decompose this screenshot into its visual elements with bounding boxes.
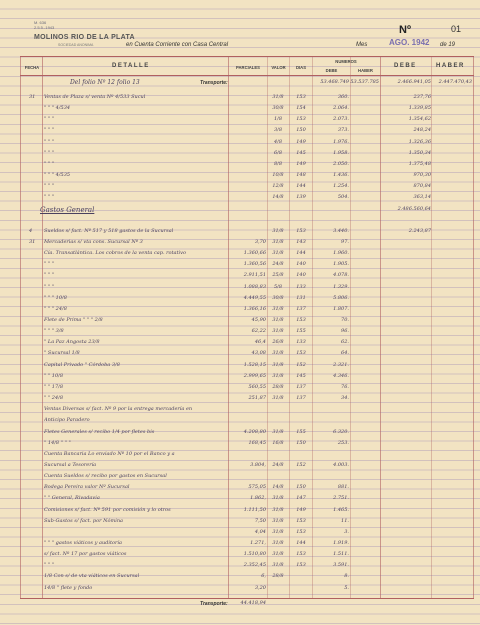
cell-dias: 137 (296, 383, 306, 390)
cell-dias: 153 (296, 562, 306, 569)
transporte-top-row (0, 79, 480, 88)
table-row (0, 127, 480, 136)
transporte-top-haber: 2.447.470,43 (438, 79, 472, 85)
cell-fecha: 31/8 (272, 94, 284, 100)
month-stamp: AGO. 1942 (389, 38, 430, 47)
column-rule (42, 56, 43, 598)
cell-dias: 137 (296, 305, 306, 312)
cell-detail: " " " gastos viáticos y auditoría (44, 540, 122, 546)
number-value: 01 (451, 24, 462, 34)
cell-day: 31 (29, 238, 36, 245)
cell-parc: 1.366,16 (243, 305, 266, 312)
col-valor: VALOR (271, 65, 286, 70)
cell-dias: 144 (296, 183, 306, 190)
cell-fecha: 3/8 (273, 127, 283, 134)
header-top-rule (20, 56, 474, 57)
table-row (0, 250, 480, 259)
col-numeros: NUMEROS (335, 59, 357, 64)
cell-n1: 253. (337, 439, 349, 446)
cell-fecha: 31/8 (272, 562, 284, 569)
table-row (0, 417, 480, 426)
cell-parc: 2.911,51 (243, 272, 266, 279)
cell-fecha: 30/8 (272, 294, 284, 301)
cell-parc: 6, (261, 573, 266, 580)
table-row (0, 139, 480, 148)
cell-parc: 1.088,83 (243, 283, 266, 290)
cell-fecha: 31/8 (272, 305, 284, 312)
cell-parc: 4.208,80 (243, 428, 266, 435)
table-row (0, 518, 480, 527)
cell-dias: 150 (296, 484, 306, 491)
cell-fecha: 14/8 (272, 484, 284, 491)
cell-detail: Ventas Diversas s/ fact. Nº 9 por la entrega mercadería en (44, 406, 193, 413)
cell-detail: " " " (44, 272, 55, 279)
col-parciales: PARCIALES (236, 65, 260, 70)
cell-parc: 1.528,15 (243, 361, 266, 368)
cell-dias: 148 (296, 172, 306, 179)
cell-detail: Flete de Prima " " " 2/8 (44, 317, 103, 323)
cell-fecha: 30/8 (272, 105, 284, 112)
cell-fecha: 28/8 (272, 383, 284, 390)
table-row (0, 161, 480, 170)
column-rule (312, 56, 313, 598)
table-row (0, 239, 480, 248)
cell-fecha: 31/8 (272, 250, 284, 257)
cell-parc: 2.352,45 (243, 562, 266, 569)
cell-detail: Sub-Gastos s/ fact. por Nómina (44, 517, 124, 524)
cell-n1: 1.807. (333, 305, 349, 312)
cell-dias: 152 (296, 461, 306, 468)
table-row (0, 495, 480, 504)
table-row (0, 284, 480, 293)
cell-debe: 1.350,34 (408, 149, 431, 156)
cell-fecha: 31/8 (272, 317, 284, 323)
form-code-1: M. 636 (34, 20, 47, 25)
cell-detail: Cuenta Sueldos s/ recibo por gastos en Sucursal (44, 473, 167, 480)
cell-detail: " " " 3/8 (44, 328, 64, 335)
company-name: MOLINOS RIO DE LA PLATA (34, 34, 135, 41)
table-row (0, 440, 480, 449)
transporte-bottom-parc: 44.418,94 (240, 600, 266, 606)
cell-n1: 4.003. (333, 461, 349, 468)
table-row (0, 116, 480, 125)
column-rule (20, 56, 21, 598)
table-row (0, 228, 480, 237)
cell-detail: " " " (44, 261, 55, 268)
cell-dias: 133 (296, 283, 306, 290)
cell-fecha: 31/8 (272, 506, 284, 513)
cell-parc: 7,50 (254, 517, 266, 524)
cell-n1: 1.329. (333, 283, 349, 290)
table-row (0, 183, 480, 192)
cell-fecha: 31/8 (272, 528, 284, 535)
transporte-top-n1: 53.468.749 (320, 79, 349, 85)
cell-parc: 1.271, (250, 540, 266, 546)
column-rule (350, 56, 351, 598)
cell-dias: 149 (296, 160, 306, 167)
cell-n1: 4.346. (333, 372, 349, 379)
cell-debe: 970,30 (413, 172, 431, 179)
cell-n1: 5. (344, 584, 349, 591)
cell-dias: 144 (296, 540, 306, 546)
col-dias: DIAS (295, 65, 306, 70)
cell-dias: 145 (296, 149, 306, 156)
header-bottom-rule (20, 75, 474, 76)
cell-n1: 2.321. (333, 361, 349, 368)
cell-parc: 3,20 (254, 584, 266, 591)
cell-fecha: 31/8 (272, 328, 284, 335)
cell-debe: 2.243,87 (408, 227, 431, 234)
cell-n1: 2.064. (333, 105, 349, 112)
cell-detail: " " " (44, 116, 55, 123)
cell-debe: 870,84 (413, 183, 431, 190)
cell-n1: 97. (341, 238, 349, 245)
table-row (0, 295, 480, 304)
cell-debe: 363,14 (413, 194, 431, 201)
cell-detail: " " " (44, 160, 55, 167)
cell-parc: 1.111,50 (243, 506, 266, 513)
cell-detail: Capital Privado " Córdoba 3/8 (44, 361, 120, 368)
table-row (0, 540, 480, 549)
cell-n1: 1.905. (333, 261, 349, 268)
cell-n1: 360. (337, 94, 349, 100)
cell-n1: 2.751. (333, 495, 349, 502)
transporte-top-detail: Del folio Nº 12 folio 13 (70, 79, 140, 86)
cell-fecha: 31/8 (272, 551, 284, 558)
transporte-top-debe: 2.466.941,05 (397, 79, 431, 85)
transporte-top-n2: 53.537.785 (350, 79, 379, 85)
account-title: en Cuenta Corriente con Casa Central (126, 42, 229, 48)
cell-detail: " " " (44, 183, 55, 190)
col-detalle: DETALLE (112, 63, 150, 69)
cell-parc: 3.804, (250, 461, 266, 468)
cell-detail: " " " 4/535 (44, 172, 71, 179)
cell-debe: 2.486.560,64 (397, 205, 431, 212)
cell-n1: 96. (341, 328, 349, 335)
cell-fecha: 16/8 (272, 439, 284, 446)
cell-fecha: 24/8 (272, 461, 284, 468)
cell-dias: 153 (296, 317, 306, 323)
cell-n1: 6.320. (333, 428, 349, 435)
table-row (0, 339, 480, 348)
table-row (0, 362, 480, 371)
cell-n1: 3.440. (333, 227, 349, 234)
table-row (0, 406, 480, 415)
cell-detail: 14/8 " flete y fondo (44, 584, 93, 591)
cell-parc: 4.449,55 (243, 294, 266, 301)
cell-debe: 248,24 (413, 127, 431, 134)
cell-fecha: 25/8 (272, 272, 284, 279)
cell-fecha: 12/8 (272, 183, 284, 190)
cell-day: 4 (29, 227, 33, 234)
cell-day: 31 (29, 94, 36, 100)
cell-fecha: 26/8 (272, 339, 284, 346)
cell-fecha: 1/8 (273, 116, 283, 123)
cell-debe: 237,76 (413, 94, 431, 100)
cell-fecha: 31/8 (272, 238, 284, 245)
cell-detail: " " 17/8 (44, 383, 64, 390)
footer-rule (20, 598, 474, 599)
cell-fecha: 6/8 (273, 149, 283, 156)
cell-debe: 1.339,85 (408, 105, 431, 112)
cell-detail: Sucursal a Tesorería (44, 461, 97, 468)
cell-dias: 153 (296, 551, 306, 558)
cell-detail: " La Paz Angosta 23/8 (44, 339, 100, 346)
cell-dias: 153 (296, 350, 306, 357)
cell-fecha: 31/8 (272, 428, 284, 435)
cell-parc: 560,55 (248, 383, 266, 390)
table-row (0, 272, 480, 281)
cell-n1: 5.806. (333, 294, 349, 301)
cell-detail: " " " 4/534 (44, 105, 71, 112)
table-row (0, 529, 480, 538)
column-rule (380, 56, 381, 598)
cell-n1: 881. (337, 484, 349, 491)
cell-detail: Cuenta Bancaria Lo enviado Nº 10 por el Banco y a (44, 450, 175, 457)
cell-detail: " " 24/8 (44, 395, 64, 402)
col-fecha: FECHA (24, 65, 40, 70)
cell-debe: 1.375,48 (408, 160, 431, 167)
cell-dias: 144 (296, 250, 306, 257)
cell-fecha: 31/8 (272, 540, 284, 546)
column-rule (267, 56, 268, 598)
cell-dias: 154 (296, 105, 306, 112)
cell-detail: " " " (44, 149, 55, 156)
cell-detail: " " " 24/8 (44, 305, 67, 312)
cell-fecha: 14/8 (272, 194, 284, 201)
cell-detail: 1/8 Con s/ de vta viáticos en Sucursal (44, 573, 140, 580)
cell-dias: 153 (296, 517, 306, 524)
table-row (0, 551, 480, 560)
col-debe: DEBE (394, 63, 417, 69)
cell-detail: Mercaderias s/ vta cons. Sucursal Nº 3 (44, 238, 143, 245)
cell-dias: 150 (296, 439, 306, 446)
cell-detail: s/ fact. Nº 17 por gastos viáticos (44, 551, 127, 558)
cell-detail: " " " (44, 194, 55, 201)
cell-dias: 147 (296, 495, 306, 502)
cell-detail: Comisiones s/ fact. Nº 591 por comisión y lo otros (44, 506, 171, 513)
cell-parc: 46,4 (254, 339, 266, 346)
cell-detail: " " " 10/8 (44, 294, 67, 301)
form-code-2: 2.5.5.-1943 (34, 25, 55, 30)
cell-dias: 153 (296, 227, 306, 234)
cell-n1: 2.050. (333, 160, 349, 167)
cell-dias: 137 (296, 395, 306, 402)
cell-parc: 43,08 (251, 350, 266, 357)
cell-parc: 2.999,65 (243, 372, 266, 379)
table-row (0, 150, 480, 159)
cell-n1: 2.073. (333, 116, 349, 123)
cell-detail: " " " (44, 127, 55, 134)
cell-dias: 133 (296, 339, 306, 346)
table-row (0, 194, 480, 203)
cell-fecha: 8/8 (273, 160, 283, 167)
table-row (0, 350, 480, 359)
table-row (0, 217, 480, 226)
table-row (0, 462, 480, 471)
cell-dias: 153 (296, 528, 306, 535)
table-row (0, 261, 480, 270)
cell-dias: 152 (296, 361, 306, 368)
cell-detail: " " " (44, 562, 55, 569)
cell-detail: " " General, Rivadavia (44, 495, 100, 502)
cell-n1: 1.511. (333, 551, 349, 558)
month-label: Mes (356, 42, 368, 48)
col-numeros-haber: HABER (358, 68, 373, 73)
cell-parc: 3,70 (254, 238, 266, 245)
cell-parc: 1.360,66 (243, 250, 266, 257)
cell-dias: 131 (296, 294, 306, 301)
cell-fecha: 31/8 (272, 395, 284, 402)
cell-detail: Cía. Transatlántica. Los cobros de la venta cap. rotativo (44, 250, 186, 257)
cell-fecha: 4/8 (273, 138, 283, 145)
table-row (0, 473, 480, 482)
cell-parc: 45,90 (251, 317, 266, 323)
cell-detail: Fletes Generales s/ recibo 1/4 por fletes bis (44, 428, 155, 435)
cell-n1: 504. (337, 194, 349, 201)
column-rule (228, 56, 229, 598)
table-row (0, 373, 480, 382)
cell-parc: 1.510,80 (243, 551, 266, 558)
cell-dias: 149 (296, 506, 306, 513)
cell-parc: 4,04 (254, 528, 266, 535)
cell-n1: 1.960. (333, 250, 349, 257)
cell-detail: " " " (44, 138, 55, 145)
cell-dias: 150 (296, 127, 306, 134)
cell-fecha: 10/8 (272, 172, 284, 179)
transporte-bottom-label: Transporte: (200, 601, 228, 607)
column-rule (473, 56, 474, 598)
cell-fecha: 31/8 (272, 372, 284, 379)
company-sub: SOCIEDAD ANONIMA (58, 43, 94, 47)
table-row (0, 429, 480, 438)
cell-fecha: 31/8 (272, 495, 284, 502)
table-row (0, 384, 480, 393)
cell-detail: Ventas de Plaza s/ venta Nº 4/533 Sucul (44, 94, 146, 100)
table-row (0, 395, 480, 404)
cell-n1: 1.976. (333, 138, 349, 145)
table-row (0, 451, 480, 460)
table-row (0, 94, 480, 103)
table-row (0, 306, 480, 315)
cell-fecha: 24/8 (272, 261, 284, 268)
cell-fecha: 31/8 (272, 361, 284, 368)
cell-n1: 62. (341, 339, 349, 346)
cell-fecha: 31/8 (272, 227, 284, 234)
cell-n1: 1.254. (333, 183, 349, 190)
cell-detail: Sueldos s/ fact. Nº 517 y 518 gastos de la Sucursal (44, 227, 174, 234)
table-row (0, 172, 480, 181)
cell-dias: 153 (296, 94, 306, 100)
number-label: Nº (399, 24, 411, 36)
cell-dias: 155 (296, 428, 306, 435)
cell-n1: 1.436. (333, 172, 349, 179)
cell-n1: 1.919. (333, 540, 349, 546)
cell-debe: 1.354,62 (408, 116, 431, 123)
cell-detail: Anticipo Paradero (44, 417, 90, 424)
cell-dias: 145 (296, 372, 306, 379)
cell-n1: 3.591. (333, 562, 349, 569)
table-row (0, 585, 480, 594)
col-haber: HABER (436, 63, 465, 69)
column-rule (431, 56, 432, 598)
cell-n1: 70. (341, 317, 349, 323)
cell-n1: 64. (341, 350, 349, 357)
cell-parc: 168,45 (248, 439, 266, 446)
cell-fecha: 28/8 (272, 573, 284, 580)
cell-parc: 62,22 (251, 328, 266, 335)
cell-n1: 1.958. (333, 149, 349, 156)
cell-n1: 3. (344, 528, 349, 535)
cell-parc: 1.862, (250, 495, 266, 502)
cell-detail: " " " (44, 283, 55, 290)
cell-dias: 153 (296, 116, 306, 123)
table-row (0, 317, 480, 326)
table-row (0, 484, 480, 493)
cell-dias: 140 (296, 272, 306, 279)
cell-parc: 1.360,56 (243, 261, 266, 268)
cell-fecha: 31/8 (272, 517, 284, 524)
cell-n1: 8. (344, 573, 349, 580)
cell-fecha: 31/8 (272, 350, 284, 357)
cell-detail: " Sucursal 1/8 (44, 350, 80, 357)
cell-dias: 149 (296, 138, 306, 145)
cell-dias: 139 (296, 194, 306, 201)
cell-n1: 4.078. (333, 272, 349, 279)
cell-n1: 11. (341, 517, 349, 524)
table-row (0, 573, 480, 582)
column-rule (289, 56, 290, 598)
table-row (0, 328, 480, 337)
table-row (0, 105, 480, 114)
cell-parc: 251,87 (248, 395, 266, 402)
cell-fecha: 5/8 (273, 283, 283, 290)
cell-detail: Bodega Pereira valor Nº Sucursal (44, 484, 130, 491)
cell-n1: 76. (341, 383, 349, 390)
cell-n1: 373. (337, 127, 349, 134)
cell-n1: 1.465. (333, 506, 349, 513)
cell-dias: 140 (296, 261, 306, 268)
cell-debe: 1.326,36 (408, 138, 431, 145)
cell-n1: 34. (341, 395, 349, 402)
cell-dias: 143 (296, 238, 306, 245)
table-row (0, 507, 480, 516)
cell-dias: 155 (296, 328, 306, 335)
col-numeros-debe: DEBE (325, 68, 338, 73)
transporte-top-label: Transporte: (200, 80, 228, 86)
section-gastos-general: Gastos General (40, 206, 95, 214)
cell-detail: " " 10/8 (44, 372, 64, 379)
table-row (0, 562, 480, 571)
year-label: de 19 (440, 42, 456, 48)
cell-parc: 575,05 (248, 484, 266, 491)
cell-detail: " 14/8 " " " (44, 439, 71, 446)
